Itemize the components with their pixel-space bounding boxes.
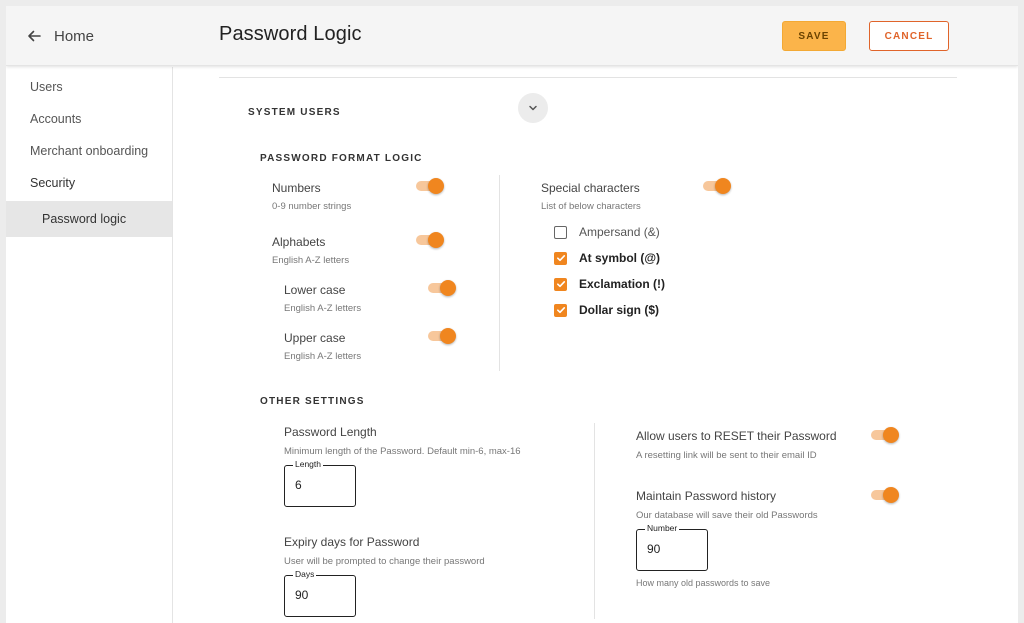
other-settings-title: OTHER SETTINGS <box>260 396 365 407</box>
checkbox-unchecked-icon <box>554 226 567 239</box>
expiry-days-label: Expiry days for Password <box>284 535 420 549</box>
days-field[interactable] <box>284 569 356 617</box>
alphabets-label: Alphabets <box>272 235 326 249</box>
password-history-label: Maintain Password history <box>636 489 777 503</box>
checkbox-checked-icon <box>554 252 567 265</box>
lower-case-desc: English A-Z letters <box>284 303 362 314</box>
password-history-desc: Our database will save their old Passwords <box>636 510 818 521</box>
upper-case-label: Upper case <box>284 331 346 345</box>
sidebar-item-security[interactable]: Security <box>30 176 76 190</box>
password-format-title: PASSWORD FORMAT LOGIC <box>260 153 423 164</box>
arrow-left-icon <box>26 28 42 44</box>
upper-case-desc: English A-Z letters <box>284 351 362 362</box>
history-number-field[interactable] <box>636 523 708 571</box>
sidebar-item-users[interactable]: Users <box>30 80 63 94</box>
checkbox-checked-icon <box>554 304 567 317</box>
ampersand-checkbox[interactable] <box>554 225 660 239</box>
lower-case-toggle[interactable] <box>428 280 456 296</box>
days-field-label: Days <box>295 569 315 579</box>
history-hint: How many old passwords to save <box>636 578 771 588</box>
password-history-toggle[interactable] <box>871 487 899 503</box>
alphabets-toggle[interactable] <box>416 232 444 248</box>
numbers-label: Numbers <box>272 181 321 195</box>
special-characters-desc: List of below characters <box>541 201 641 212</box>
top-header <box>6 6 1018 66</box>
at-symbol-checkbox[interactable] <box>554 251 660 265</box>
column-divider <box>594 423 595 619</box>
exclamation-checkbox[interactable] <box>554 277 665 291</box>
home-label: Home <box>54 27 95 45</box>
chevron-down-icon <box>527 102 539 114</box>
system-users-title: SYSTEM USERS <box>248 107 341 118</box>
column-divider <box>499 175 500 371</box>
allow-reset-label: Allow users to RESET their Password <box>636 429 837 443</box>
days-input[interactable] <box>295 588 345 602</box>
length-input[interactable] <box>295 478 345 492</box>
lower-case-label: Lower case <box>284 283 346 297</box>
numbers-toggle[interactable] <box>416 178 444 194</box>
history-number-input[interactable] <box>647 542 697 556</box>
special-characters-label: Special characters <box>541 181 640 195</box>
save-button[interactable]: SAVE <box>782 21 846 51</box>
at-symbol-label: At symbol (@) <box>579 251 661 265</box>
page-title: Password Logic <box>219 23 362 45</box>
divider <box>219 77 957 78</box>
password-length-desc: Minimum length of the Password. Default min-6, max-16 <box>284 446 521 457</box>
sidebar-item-merchant-onboarding[interactable]: Merchant onboarding <box>30 144 149 158</box>
app-window <box>6 6 1018 623</box>
dollar-sign-label: Dollar sign ($) <box>579 303 660 317</box>
exclamation-label: Exclamation (!) <box>579 277 666 291</box>
special-characters-toggle[interactable] <box>703 178 731 194</box>
sidebar <box>6 67 173 623</box>
allow-reset-desc: A resetting link will be sent to their email ID <box>636 450 817 461</box>
home-link[interactable] <box>26 24 94 48</box>
cancel-button[interactable]: CANCEL <box>869 21 949 51</box>
dollar-sign-checkbox[interactable] <box>554 303 659 317</box>
numbers-desc: 0-9 number strings <box>272 201 352 212</box>
number-field-label: Number <box>647 523 678 533</box>
checkbox-checked-icon <box>554 278 567 291</box>
length-field-label: Length <box>295 459 321 469</box>
upper-case-toggle[interactable] <box>428 328 456 344</box>
allow-reset-toggle[interactable] <box>871 427 899 443</box>
main-content <box>173 67 1018 623</box>
alphabets-desc: English A-Z letters <box>272 255 350 266</box>
ampersand-label: Ampersand (&) <box>579 225 660 239</box>
length-field[interactable] <box>284 459 356 507</box>
password-length-label: Password Length <box>284 425 377 439</box>
sidebar-item-accounts[interactable]: Accounts <box>30 112 82 126</box>
sidebar-item-password-logic[interactable]: Password logic <box>6 201 172 237</box>
expiry-days-desc: User will be prompted to change their password <box>284 556 485 567</box>
collapse-button[interactable] <box>518 93 548 123</box>
